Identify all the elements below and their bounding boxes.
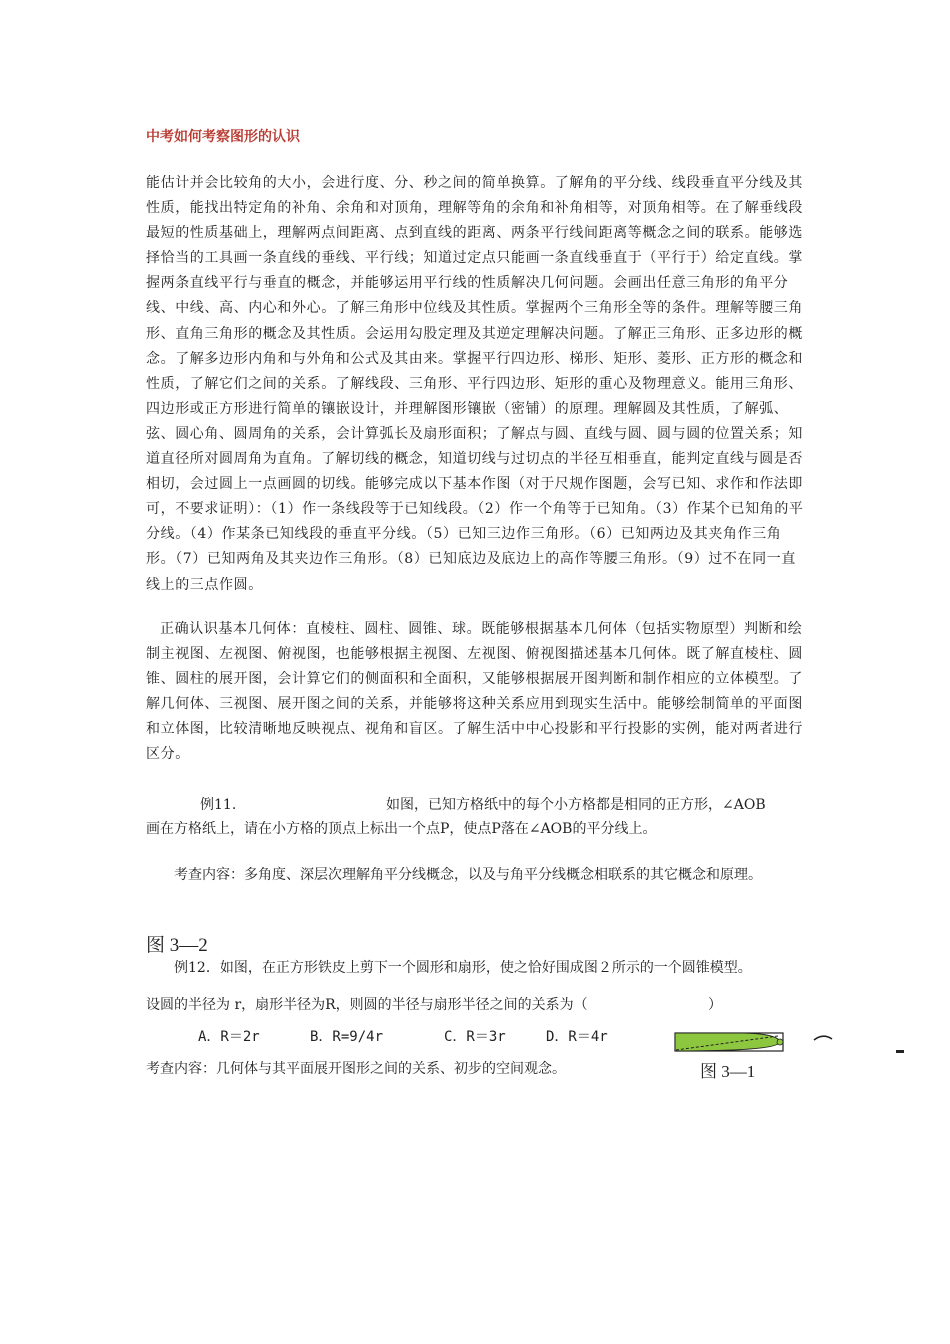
dash-mark: [896, 1050, 904, 1053]
paragraph-plane-geometry: 能估计并会比较角的大小，会进行度、分、秒之间的简单换算。了解角的平分线、线段垂直平分线及其性质，能找出特定角的补角、余角和对顶角，理解等角的余角和补角相等，对顶角相等。在了解垂线段最短的性质基础上，理解两点间距离、点到直线的距离、两条平行线间距离等概念之间的联系。能够选择恰当的工具画一条直线的垂线、平行线；知道过定点只能画一条直线垂直于（平行于）给定直线。掌握两条直线平行与垂直的概念，并能够运用平行线的性质解决几何问题。会画出任意三角形的角平分线、中线、高、内心和外心。了解三角形中位线及其性质。掌握两个三角形全等的条件。理解等腰三角形、直角三角形的概念及其性质。会运用勾股定理及其逆定理解决问题。了解正三角形、正多边形的概念。了解多边形内角和与外角和公式及其由来。掌握平行四边形、梯形、矩形、菱形、正方形的概念和性质，了解它们之间的关系。了解线段、三角形、平行四边形、矩形的重心及物理意义。能用三角形、四边形或正方形进行简单的镶嵌设计，并理解图形镶嵌（密铺）的原理。理解圆及其性质，了解弧、弦、圆心角、圆周角的关系，会计算弧长及扇形面积；了解点与圆、直线与圆、圆与圆的位置关系；知道直径所对圆周角为直角。了解切线的概念，知道切线与过切点的半径互相垂直，能判定直线与圆是否相切，会过圆上一点画圆的切线。能够完成以下基本作图（对于尺规作图题，会写已知、求作和作法即可，不要求证明）：（1）作一条线段等于已知线段。（2）作一个角等于已知角。（3）作某个已知角的平分线。（4）作某条已知线段的垂直平分线。（5）已知三边作三角形。（6）已知两边及其夹角作三角形。（7）已知两角及其夹边作三角形。（8）已知底边及底边上的高作等腰三角形。（9）过不在同一直线上的三点作圆。: [146, 175, 804, 593]
example-12-text: 例12．如图，在正方形铁皮上剪下一个圆形和扇形，使之恰好围成图２所示的一个圆锥模型。: [174, 960, 752, 976]
circle-shape: [777, 1039, 783, 1045]
example-11-text-cont: 画在方格纸上，请在小方格的顶点上标出一个点P，使点P落在∠AOB的平分线上。: [146, 821, 657, 837]
example-11-note: 考查内容：多角度、深层次理解角平分线概念，以及与角平分线概念相联系的其它概念和原理。: [174, 867, 762, 883]
example-11-label: 例11.: [200, 797, 237, 813]
option-a: A．R＝2r: [198, 1029, 260, 1045]
paragraph-solid-geometry: 正确认识基本几何体：直棱柱、圆柱、圆锥、球。既能够根据基本几何体（包括实物原型）判断和绘制主视图、左视图、俯视图，也能够根据主视图、左视图、俯视图描述基本几何体。既了解直棱柱、圆锥、圆柱的展开图，会计算它们的侧面积和全面积，又能够根据展开图判断和制作相应的立体模型。了解几何体、三视图、展开图之间的关系，并能够将这种关系应用到现实生活中。能够绘制简单的平面图和立体图，比较清晰地反映视点、视角和盲区。了解生活中中心投影和平行投影的实例，能对两者进行区分。: [146, 621, 803, 763]
option-b: B．R=9/4r: [310, 1029, 384, 1045]
example-12-note: 考查内容：几何体与其平面展开图形之间的关系、初步的空间观念。: [146, 1061, 566, 1077]
figure-3-1-image: [674, 1032, 786, 1054]
figure-3-2-caption: 图 3—2: [146, 935, 208, 956]
arc-mark: [812, 1033, 834, 1043]
example-12-bracket: ）: [708, 997, 722, 1013]
page-title: 中考如何考察图形的认识: [146, 129, 300, 145]
option-c: C．R＝3r: [444, 1029, 506, 1045]
example-11-text: 如图，已知方格纸中的每个小方格都是相同的正方形，∠AOB: [386, 797, 766, 813]
option-d: D．R＝4r: [546, 1029, 608, 1045]
figure-3-1-caption: 图 3—1: [700, 1062, 756, 1081]
example-12-question: 设圆的半径为 r，扇形半径为R，则圆的半径与扇形半径之间的关系为（: [146, 997, 588, 1013]
